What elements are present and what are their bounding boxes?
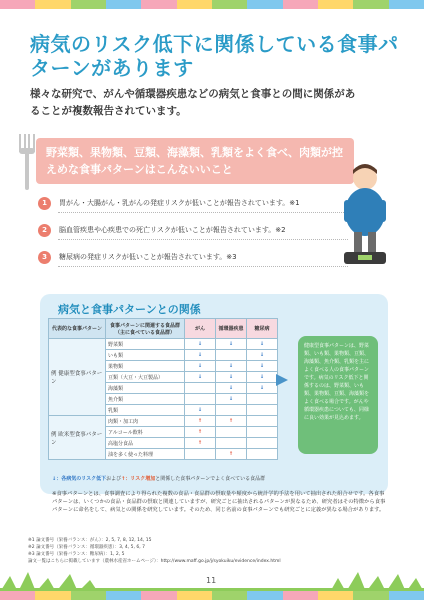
person-on-scale-illustration (330, 160, 400, 270)
risk-text: 脳血管疾患や心疾患での死亡リスクが低いことが報告されています。※2 (59, 226, 286, 234)
cancer-cell: ↓ (185, 339, 216, 350)
header-cvd: 循環器疾患 (216, 319, 247, 339)
header-pattern: 代表的な食事パターン (49, 319, 106, 339)
page-number: 11 (206, 576, 217, 585)
legend-rest: と関係した食事パターンでよく食べている食品群 (155, 476, 266, 482)
diabetes-cell (247, 449, 278, 460)
food-cell: 海藻類 (106, 383, 185, 394)
top-color-stripe (0, 0, 424, 9)
diabetes-cell: ↓ (247, 350, 278, 361)
cvd-cell: ↑ (216, 416, 247, 427)
cancer-cell: ↑ (185, 427, 216, 438)
diabetes-cell (247, 405, 278, 416)
table-row (49, 416, 278, 427)
cancer-cell: ↓ (185, 350, 216, 361)
cvd-cell: ↓ (216, 361, 247, 372)
diabetes-cell: ↓ (247, 361, 278, 372)
number-badge: 2 (38, 224, 51, 237)
legend-down: ↓：各病気のリスク低下 (52, 476, 107, 482)
food-cell: 果物類 (106, 361, 185, 372)
food-cell: 豆類（大豆・大豆製品） (106, 372, 185, 383)
page-title: 病気のリスク低下に関係している食事パターンがあります (30, 32, 399, 80)
food-cell: 油を多く使った料理 (106, 449, 185, 460)
legend (52, 475, 265, 482)
list-item (38, 192, 338, 214)
list-item (38, 246, 338, 268)
cvd-cell: ↓ (216, 394, 247, 405)
diabetes-cell: ↓ (247, 383, 278, 394)
cancer-cell (185, 383, 216, 394)
risk-text: 胃がん・大腸がん・乳がんの発症リスクが低いことが報告されています。※1 (59, 199, 300, 207)
food-cell: 魚介類 (106, 394, 185, 405)
footnote: ※2 論文番号（栄養バランス：循環器疾患）：3, 4, 5, 6, 7 (28, 545, 145, 550)
cvd-cell: ↓ (216, 339, 247, 350)
explanation-text: ※食事パターンとは、食事調査により得られた複数の食品・食品群の摂取量や頻度から統計学的手法を用いて抽出された組合せです。各食事パターンは、いくつかの食品・食品群の摂取と関連していますが、研究ごとに抽出されるパターンが異なるため、研究者はその特徴から食事パターンに命名をして、病気との関係を研究しています。そのため、同じ名前の食事パターンでも研究ごとに定義が異なる場合があります。 (52, 491, 386, 513)
bottom-color-stripe (0, 591, 424, 600)
diabetes-cell (247, 427, 278, 438)
cancer-cell: ↑ (185, 438, 216, 449)
diabetes-cell (247, 416, 278, 427)
food-cell: 肉類・加工肉 (106, 416, 185, 427)
number-badge: 1 (38, 197, 51, 210)
relation-table (48, 318, 278, 460)
diabetes-cell (247, 438, 278, 449)
risk-text: 糖尿病の発症リスクが低いことが報告されています。※3 (59, 253, 237, 261)
cvd-cell (216, 427, 247, 438)
food-cell: 野菜類 (106, 339, 185, 350)
food-cell: 高塩分食品 (106, 438, 185, 449)
header-diabetes: 糖尿病 (247, 319, 278, 339)
footnotes (28, 537, 358, 565)
diabetes-cell (247, 394, 278, 405)
table-header-row (49, 319, 278, 339)
legend-and: および (106, 476, 122, 482)
cancer-cell (185, 449, 216, 460)
header-cancer: がん (185, 319, 216, 339)
fork-icon (16, 132, 38, 192)
arrow-right-icon (276, 374, 288, 386)
cancer-cell: ↓ (185, 361, 216, 372)
footnote: ※1 論文番号（栄養バランス：がん）：2, 5, 7, 8, 12, 14, 15 (28, 538, 152, 543)
footnote: ※3 論文番号（栄養バランス：糖尿病）：1, 2, 5 (28, 552, 125, 557)
cancer-cell: ↓ (185, 405, 216, 416)
benefit-banner-text: 野菜類、果物類、豆類、海藻類、乳類をよく食べ、肉類が控えめな食事パターンはこんないいこと (46, 146, 343, 176)
cvd-cell: ↑ (216, 449, 247, 460)
divider (58, 212, 348, 213)
pattern-western: 例 欧米型食事パターン (49, 416, 106, 460)
table-row (49, 339, 278, 350)
food-cell: アルコール飲料 (106, 427, 185, 438)
cvd-cell: ↓ (216, 372, 247, 383)
food-cell: 乳類 (106, 405, 185, 416)
risk-list (38, 192, 338, 273)
header-foods: 食事パターンに関連する食品群（主に食べている食品群） (106, 319, 185, 339)
number-badge: 3 (38, 251, 51, 264)
cvd-cell (216, 350, 247, 361)
cancer-cell: ↑ (185, 416, 216, 427)
divider (58, 239, 348, 240)
divider (58, 266, 348, 267)
food-cell: いも類 (106, 350, 185, 361)
pattern-healthy: 例 健康型食事パターン (49, 339, 106, 416)
diabetes-cell: ↓ (247, 372, 278, 383)
diabetes-cell: ↓ (247, 339, 278, 350)
cvd-cell (216, 405, 247, 416)
cancer-cell: ↓ (185, 372, 216, 383)
panel-title: 病気と食事パターンとの関係 (58, 303, 201, 316)
legend-up: ↑：リスク増加 (121, 476, 156, 482)
list-item (38, 219, 338, 241)
note-box: 健康型食事パターンは、野菜類、いも類、果物類、豆類、海藻類、魚介類、乳類を主によく食べる人の食事パターンです。病気のリスク低下と関係するのは、野菜類、いも類、果物類、豆類、海藻類をよく食べる場合です。がんや循環器疾患についても、同様に良い効果が見込めます。 (298, 336, 378, 454)
lead-text: 様々な研究で、がんや循環器疾患などの病気と食事との間に関係があることが複数報告されています。 (30, 88, 356, 117)
cvd-cell (216, 438, 247, 449)
cvd-cell: ↓ (216, 383, 247, 394)
cancer-cell (185, 394, 216, 405)
footnote: 論文一覧はこちらに掲載しています（農林水産省ホームページ）：http://www.maff.go.jp/j/syokuiku/evidence/index.html (28, 559, 281, 564)
